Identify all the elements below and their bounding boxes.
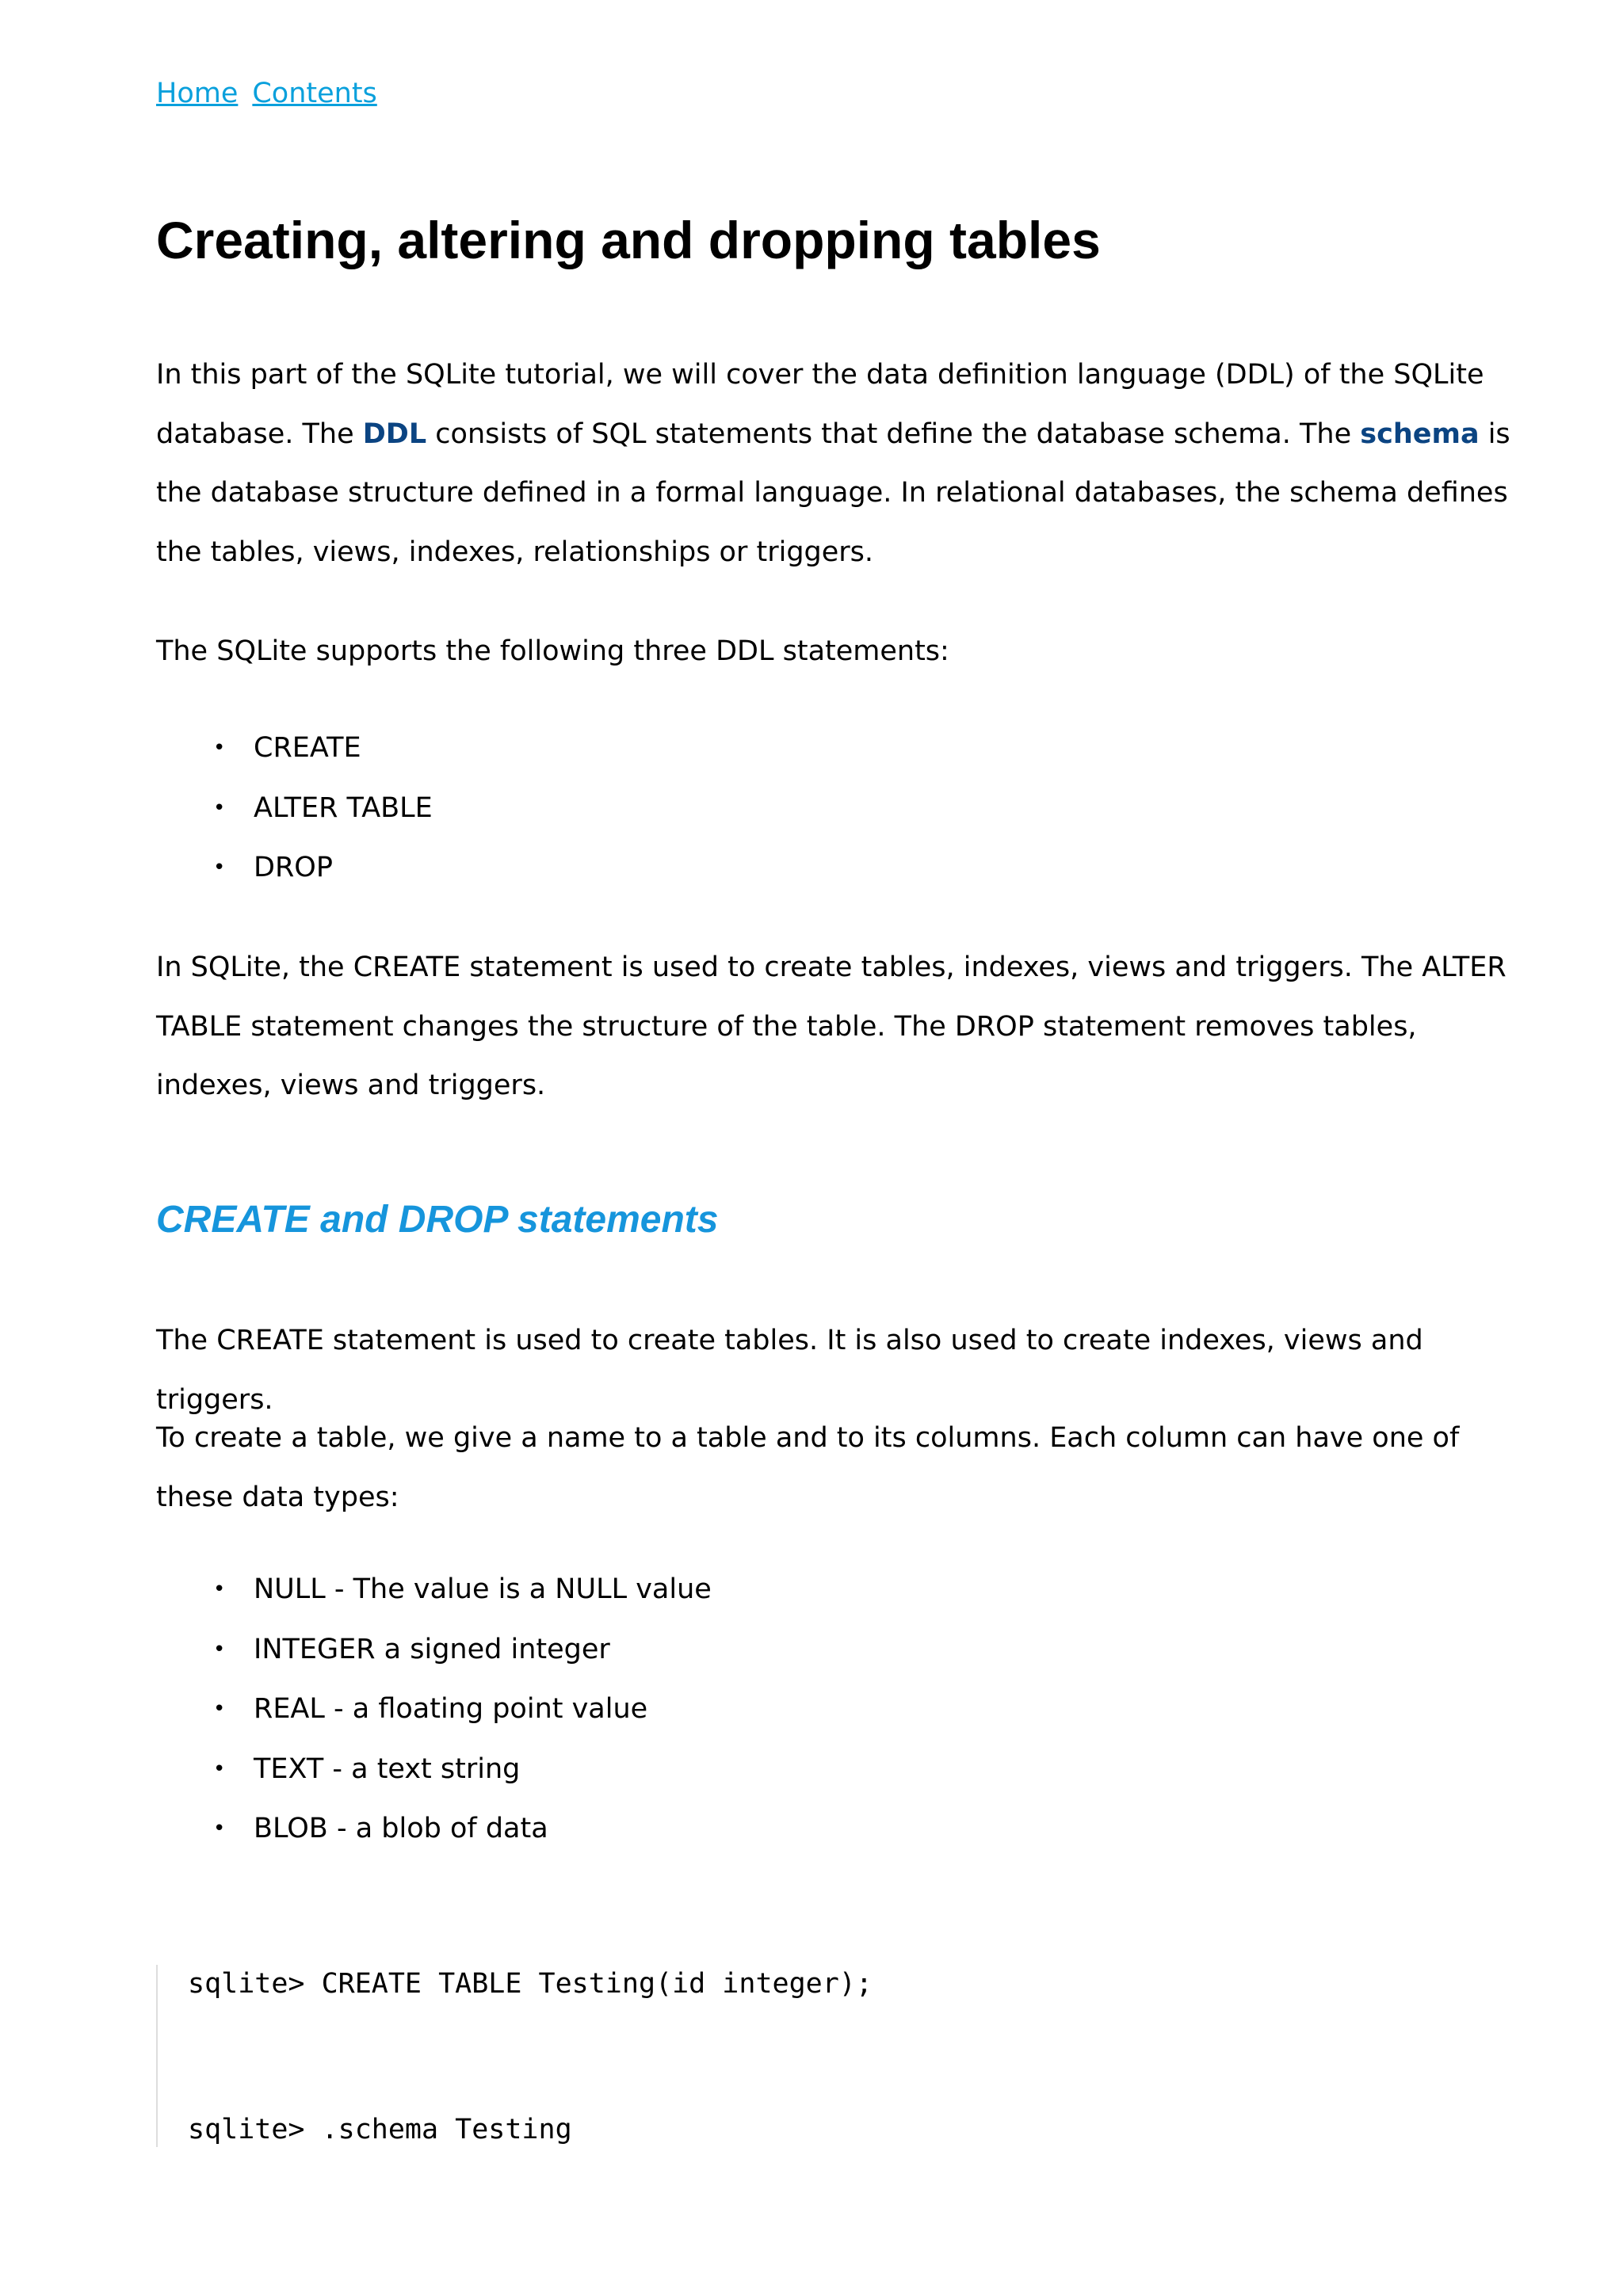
- data-types-list: [156, 1560, 712, 1859]
- list-item: • DROP: [156, 838, 433, 898]
- intro-text-2: consists of SQL statements that define the database schema. The: [426, 418, 1361, 450]
- ddl-term: DDL: [362, 418, 427, 450]
- supports-paragraph: The SQLite supports the following three DDL statements:: [156, 635, 949, 667]
- intro-paragraph: [156, 345, 1519, 582]
- list-item: • TEXT - a text string: [156, 1740, 712, 1800]
- code-block: [156, 1965, 1521, 2147]
- code-line: sqlite> CREATE TABLE Testing(id integer);: [188, 1968, 873, 2000]
- ddl-statements-list: [156, 719, 433, 898]
- top-nav: [156, 74, 391, 113]
- page-title: Creating, altering and dropping tables: [156, 211, 1101, 269]
- code-line: sqlite> .schema Testing: [188, 2114, 572, 2145]
- list-item: • CREATE: [156, 719, 433, 779]
- statements-paragraph: In SQLite, the CREATE statement is used to create tables, indexes, views and triggers. The ALTER TABLE statement changes the structure of the table. The DROP statement removes tables, indexes, views and triggers.: [156, 952, 1507, 1101]
- home-link[interactable]: Home: [156, 78, 239, 109]
- intro-text-1: In this part of the SQLite tutorial, we will cover the data definition language (DDL) of the SQLite database. The: [156, 359, 1484, 450]
- list-item: • BLOB - a blob of data: [156, 1799, 712, 1859]
- list-item: • REAL - a floating point value: [156, 1680, 712, 1740]
- contents-link[interactable]: Contents: [252, 78, 377, 109]
- create-paragraph: The CREATE statement is used to create tables. It is also used to create indexes, views and triggers.: [156, 1325, 1423, 1416]
- list-item: • INTEGER a signed integer: [156, 1620, 712, 1680]
- list-item: • ALTER TABLE: [156, 779, 433, 839]
- list-item: • NULL - The value is a NULL value: [156, 1560, 712, 1620]
- schema-term: schema: [1360, 418, 1480, 450]
- columns-paragraph: To create a table, we give a name to a table and to its columns. Each column can have one of these data types:: [156, 1422, 1460, 1513]
- intro-text-3: is the database structure defined in a formal language. In relational databases, the schema defines the tables, views, indexes, relationships or triggers.: [156, 418, 1510, 568]
- section-heading: CREATE and DROP statements: [156, 1199, 719, 1241]
